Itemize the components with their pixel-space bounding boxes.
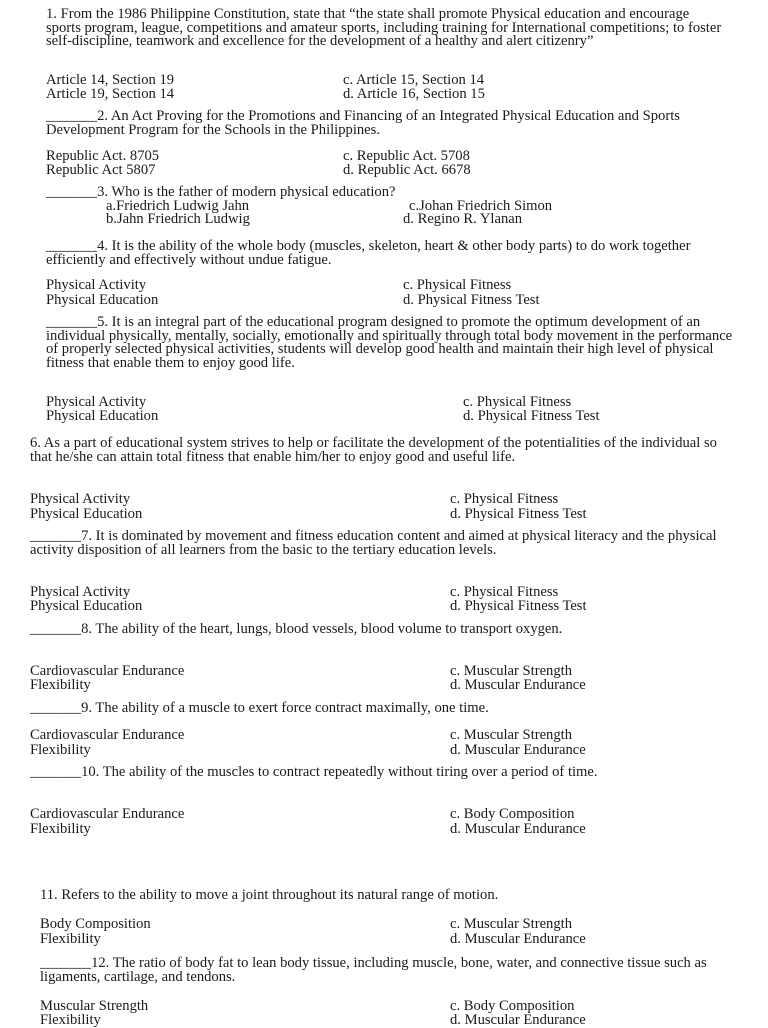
question-8-option-a: Cardiovascular Endurance — [30, 663, 185, 679]
question-3-option-b: b.Jahn Friedrich Ludwig — [106, 211, 250, 227]
question-3-option-d: d. Regino R. Ylanan — [403, 211, 523, 227]
question-6-text: 6. As a part of educational system strives to help or facilitate the development of the potentialities of the individual so that he/she can attain total fitness that enable him/her to enjoy good and useful life. — [30, 435, 717, 465]
question-2-option-b: Republic Act 5807 — [46, 162, 156, 178]
question-7-option-d: d. Physical Fitness Test — [450, 598, 587, 614]
question-2-option-a: Republic Act. 8705 — [46, 148, 160, 164]
question-8-option-b: Flexibility — [30, 677, 91, 693]
question-10-option-d: d. Muscular Endurance — [450, 821, 586, 837]
question-5-option-a: Physical Activity — [46, 394, 147, 410]
question-8-text: _______8. The ability of the heart, lungs, blood vessels, blood volume to transport oxygen. — [30, 621, 563, 637]
question-1-text: 1. From the 1986 Philippine Constitution, state that “the state shall promote Physical education and encourage sports program, league, competitions and amateur sports, including training for International competitions; to foster self-discipline, teamwork and excellence for the development of a healthy and alert citizenry” — [46, 6, 722, 50]
question-2-option-d: d. Republic Act. 6678 — [343, 162, 471, 178]
question-12-option-b: Flexibility — [40, 1012, 101, 1028]
question-11-option-d: d. Muscular Endurance — [450, 931, 586, 947]
question-5-text: _______5. It is an integral part of the educational program designed to promote the optimum development of an individual physically, mentally, socially, emotionally and spiritually through total body movement in the performance of properly selected physical activities, students will develop good health and maintain their high level of physical fitness that enable them to enjoy good life. — [46, 314, 733, 371]
question-3-option-c: c.Johan Friedrich Simon — [409, 198, 553, 214]
question-10-option-a: Cardiovascular Endurance — [30, 806, 185, 822]
question-10-text: _______10. The ability of the muscles to contract repeatedly without tiring over a period of time. — [30, 764, 598, 780]
question-7-option-c: c. Physical Fitness — [450, 584, 559, 600]
question-9-option-c: c. Muscular Strength — [450, 727, 572, 743]
question-7-option-a: Physical Activity — [30, 584, 131, 600]
question-11-text: 11. Refers to the ability to move a joint throughout its natural range of motion. — [40, 887, 499, 903]
question-8-option-d: d. Muscular Endurance — [450, 677, 586, 693]
question-10-option-b: Flexibility — [30, 821, 91, 837]
question-11-option-a: Body Composition — [40, 916, 151, 932]
question-9-text: _______9. The ability of a muscle to exert force contract maximally, one time. — [30, 700, 489, 716]
question-1-option-c: c. Article 15, Section 14 — [343, 72, 485, 88]
question-6-option-c: c. Physical Fitness — [450, 491, 559, 507]
question-6-option-b: Physical Education — [30, 506, 143, 522]
question-4-option-b: Physical Education — [46, 292, 159, 308]
question-5-option-b: Physical Education — [46, 408, 159, 424]
question-12-text: _______12. The ratio of body fat to lean body tissue, including muscle, bone, water, and connective tissue such as ligaments, cartilage, and tendons. — [40, 955, 707, 985]
question-5-option-d: d. Physical Fitness Test — [463, 408, 600, 424]
question-3-option-a: a.Friedrich Ludwig Jahn — [106, 198, 250, 214]
question-4-option-c: c. Physical Fitness — [403, 277, 512, 293]
question-11-option-c: c. Muscular Strength — [450, 916, 572, 932]
question-4-option-d: d. Physical Fitness Test — [403, 292, 540, 308]
question-4-text: _______4. It is the ability of the whole body (muscles, skeleton, heart & other body parts) to do work together efficiently and effectively without undue fatigue. — [46, 238, 691, 268]
question-7-option-b: Physical Education — [30, 598, 143, 614]
question-3-text: _______3. Who is the father of modern physical education? — [46, 184, 396, 200]
question-1-option-b: Article 19, Section 14 — [46, 86, 175, 102]
question-12-option-d: d. Muscular Endurance — [450, 1012, 586, 1028]
question-5-option-c: c. Physical Fitness — [463, 394, 572, 410]
question-8-option-c: c. Muscular Strength — [450, 663, 572, 679]
question-6-option-a: Physical Activity — [30, 491, 131, 507]
question-11-option-b: Flexibility — [40, 931, 101, 947]
question-4-option-a: Physical Activity — [46, 277, 147, 293]
question-1-option-a: Article 14, Section 19 — [46, 72, 175, 88]
question-7-text: _______7. It is dominated by movement and fitness education content and aimed at physical literacy and the physical activity disposition of all learners from the basic to the tertiary education levels. — [30, 528, 717, 558]
question-12-option-c: c. Body Composition — [450, 998, 575, 1014]
question-1-option-d: d. Article 16, Section 15 — [343, 86, 485, 102]
question-6-option-d: d. Physical Fitness Test — [450, 506, 587, 522]
question-9-option-a: Cardiovascular Endurance — [30, 727, 185, 743]
question-2-option-c: c. Republic Act. 5708 — [343, 148, 470, 164]
question-12-option-a: Muscular Strength — [40, 998, 149, 1014]
question-9-option-d: d. Muscular Endurance — [450, 742, 586, 758]
question-9-option-b: Flexibility — [30, 742, 91, 758]
question-2-text: _______2. An Act Proving for the Promotions and Financing of an Integrated Physical Education and Sports Development Program for the Schools in the Philippines. — [46, 108, 680, 138]
question-10-option-c: c. Body Composition — [450, 806, 575, 822]
